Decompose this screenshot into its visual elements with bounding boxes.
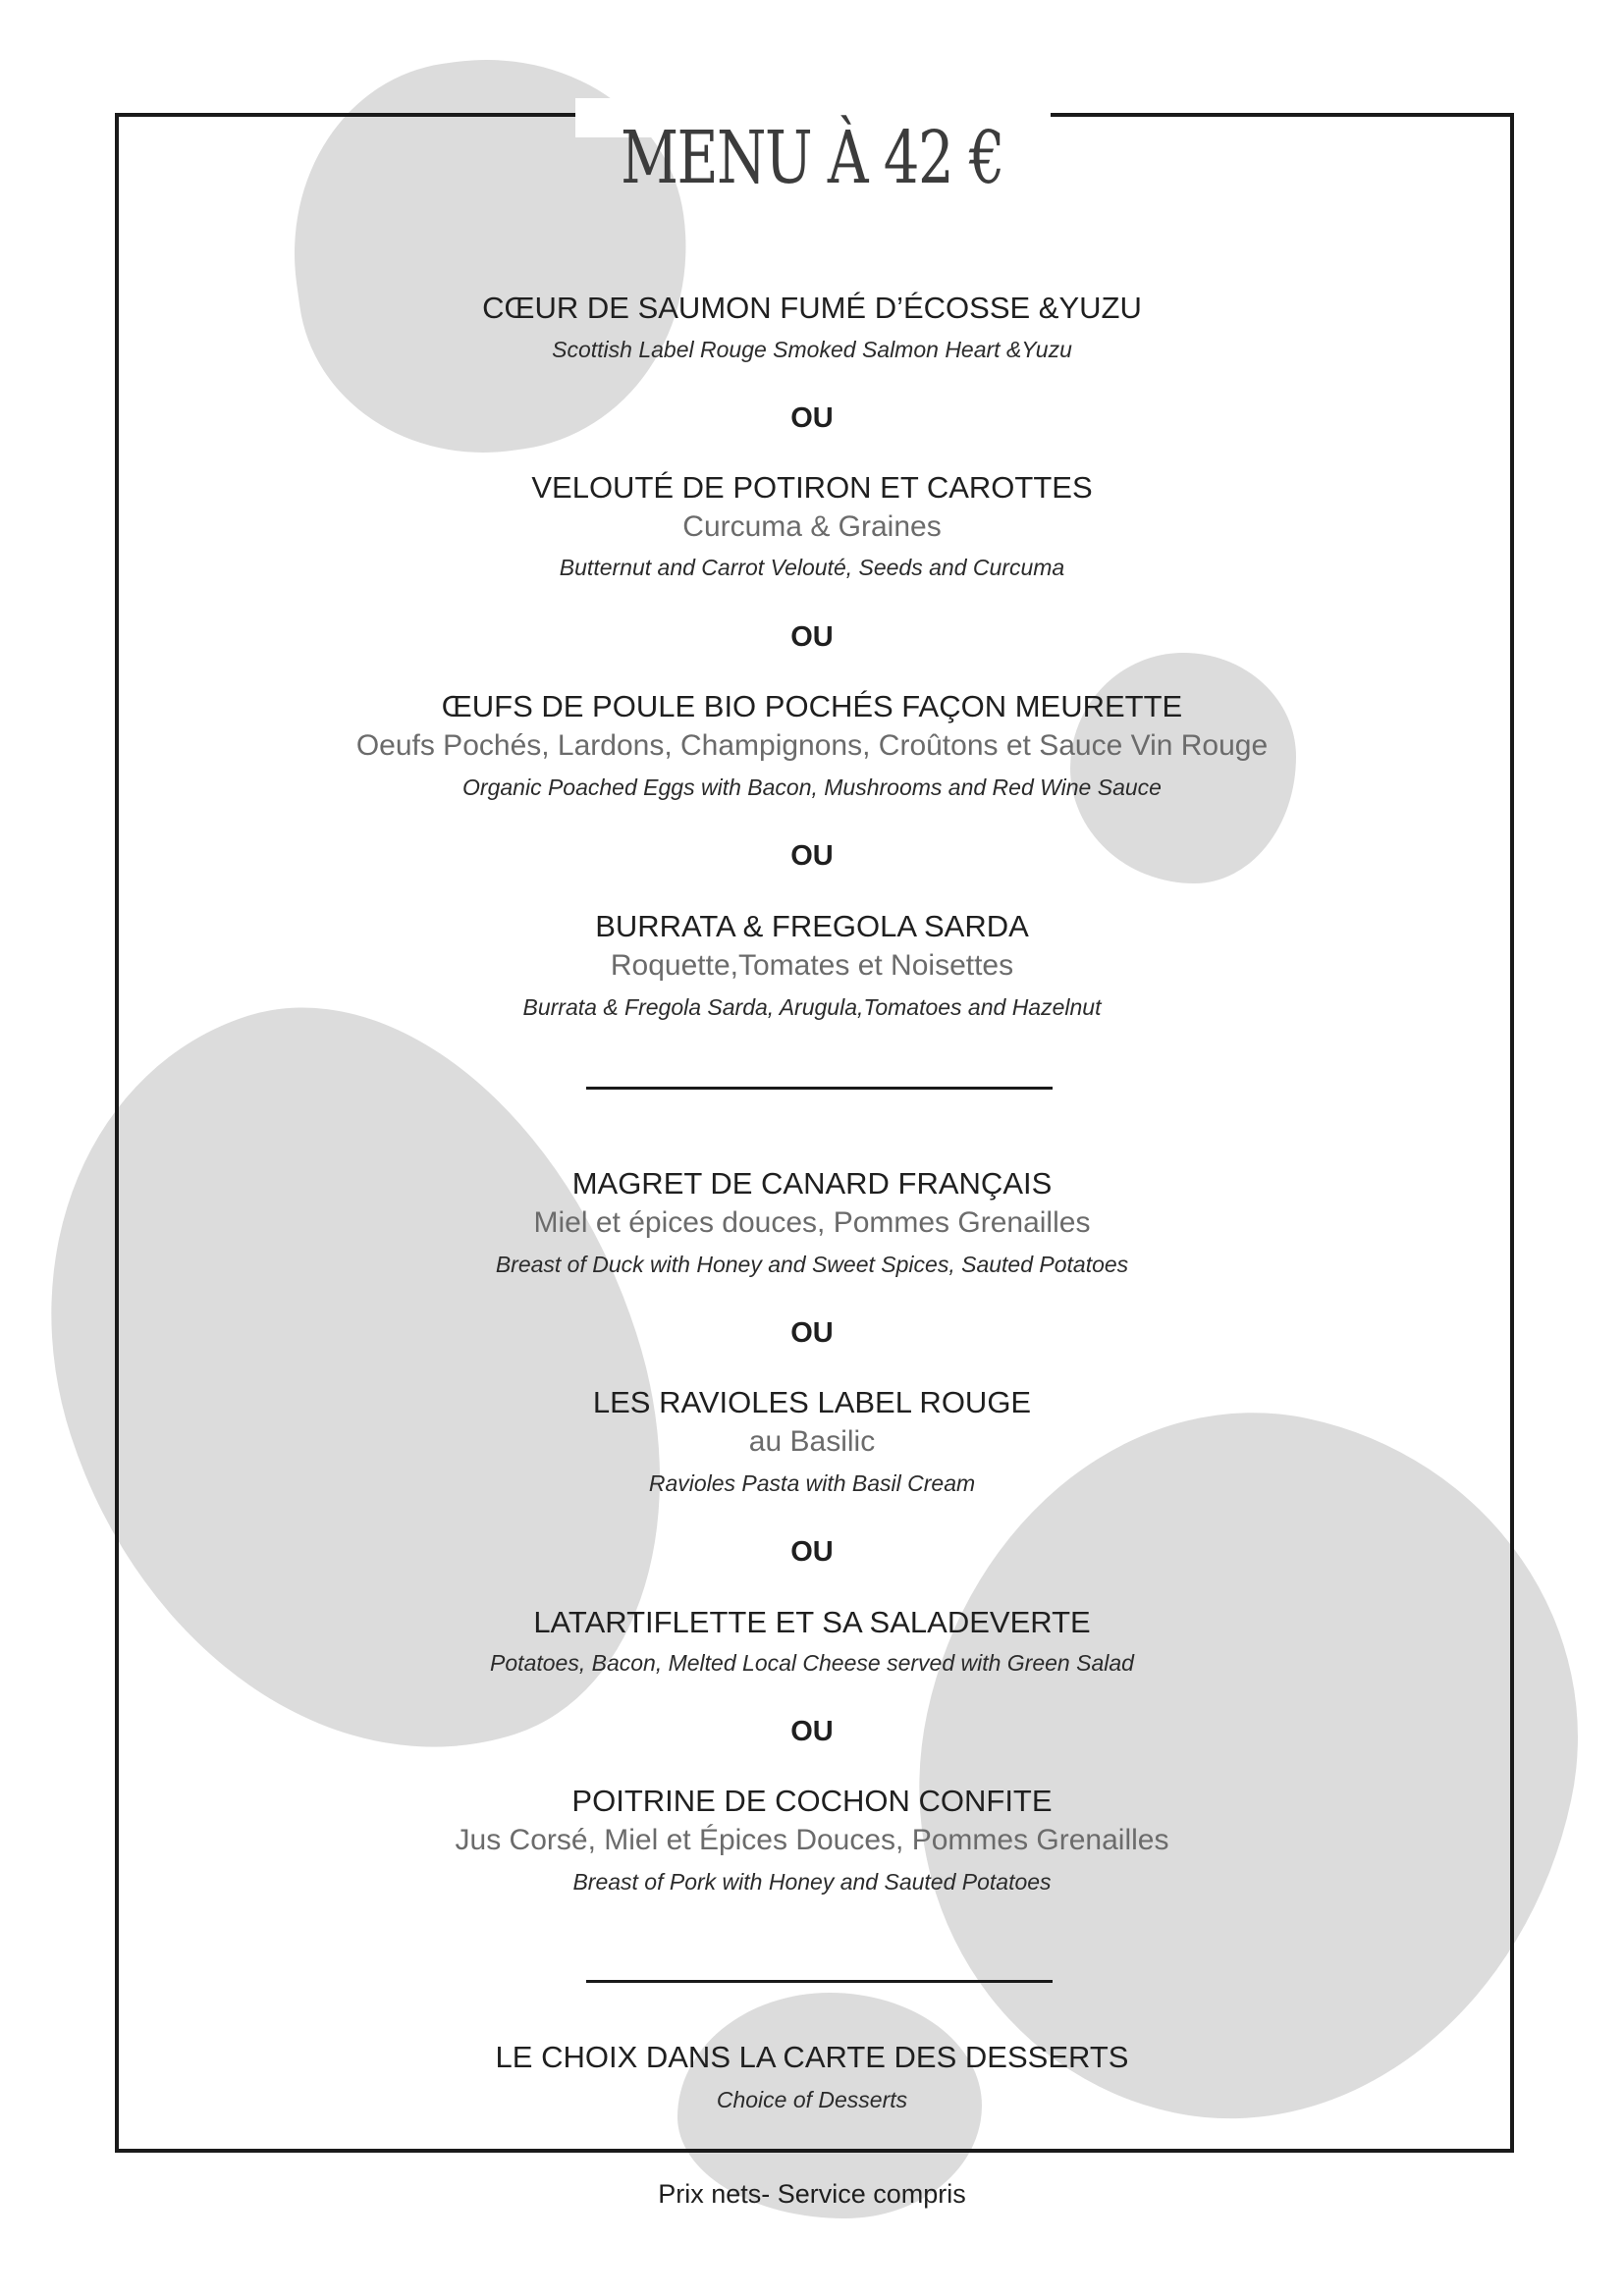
dish-name: CŒUR DE SAUMON FUMÉ D’ÉCOSSE &YUZU [482, 291, 1142, 325]
dish-english: Breast of Pork with Honey and Sauted Potatoes [572, 1869, 1052, 1895]
menu-title: MENU À 42 € [620, 116, 1004, 200]
dish-name: MAGRET DE CANARD FRANÇAIS [571, 1166, 1053, 1201]
or-separator: OU [790, 402, 834, 434]
dish-subtitle: Miel et épices douces, Pommes Grenailles [533, 1206, 1091, 1239]
dish-name: VELOUTÉ DE POTIRON ET CAROTTES [531, 470, 1093, 505]
or-separator: OU [790, 840, 834, 872]
dish-name: ŒUFS DE POULE BIO POCHÉS FAÇON MEURETTE [441, 689, 1183, 723]
dish-english: Scottish Label Rouge Smoked Salmon Heart &Yuzu [552, 337, 1072, 362]
dish-english: Butternut and Carrot Velouté, Seeds and Curcuma [559, 555, 1065, 580]
dish-subtitle: Jus Corsé, Miel et Épices Douces, Pommes Grenailles [455, 1824, 1169, 1856]
or-separator: OU [790, 1536, 834, 1568]
dish-subtitle: Oeufs Pochés, Lardons, Champignons, Croûtons et Sauce Vin Rouge [355, 729, 1269, 762]
dish-subtitle: Curcuma & Graines [682, 510, 942, 543]
or-separator: OU [790, 1317, 834, 1349]
dish-name: POITRINE DE COCHON CONFITE [571, 1784, 1053, 1818]
dish-english: Burrata & Fregola Sarda, Arugula,Tomatoes and Hazelnut [522, 994, 1102, 1020]
dish-english: Potatoes, Bacon, Melted Local Cheese served with Green Salad [490, 1650, 1134, 1676]
price-note: Prix nets- Service compris [658, 2179, 966, 2209]
dish-subtitle: Roquette,Tomates et Noisettes [610, 949, 1014, 982]
section-divider [586, 1980, 1053, 1983]
dessert-english: Choice of Desserts [716, 2087, 908, 2112]
or-separator: OU [790, 1716, 834, 1747]
dish-name: BURRATA & FREGOLA SARDA [595, 909, 1029, 943]
dish-english: Organic Poached Eggs with Bacon, Mushrooms and Red Wine Sauce [462, 774, 1162, 800]
or-separator: OU [790, 621, 834, 653]
dish-subtitle: au Basilic [748, 1425, 876, 1458]
dish-english: Ravioles Pasta with Basil Cream [648, 1470, 976, 1496]
dish-name: LES RAVIOLES LABEL ROUGE [592, 1385, 1032, 1419]
dessert-name: LE CHOIX DANS LA CARTE DES DESSERTS [495, 2040, 1129, 2074]
section-divider [586, 1087, 1053, 1090]
dish-english: Breast of Duck with Honey and Sweet Spices, Sauted Potatoes [495, 1252, 1129, 1277]
dish-name: LATARTIFLETTE ET SA SALADEVERTE [533, 1605, 1091, 1639]
